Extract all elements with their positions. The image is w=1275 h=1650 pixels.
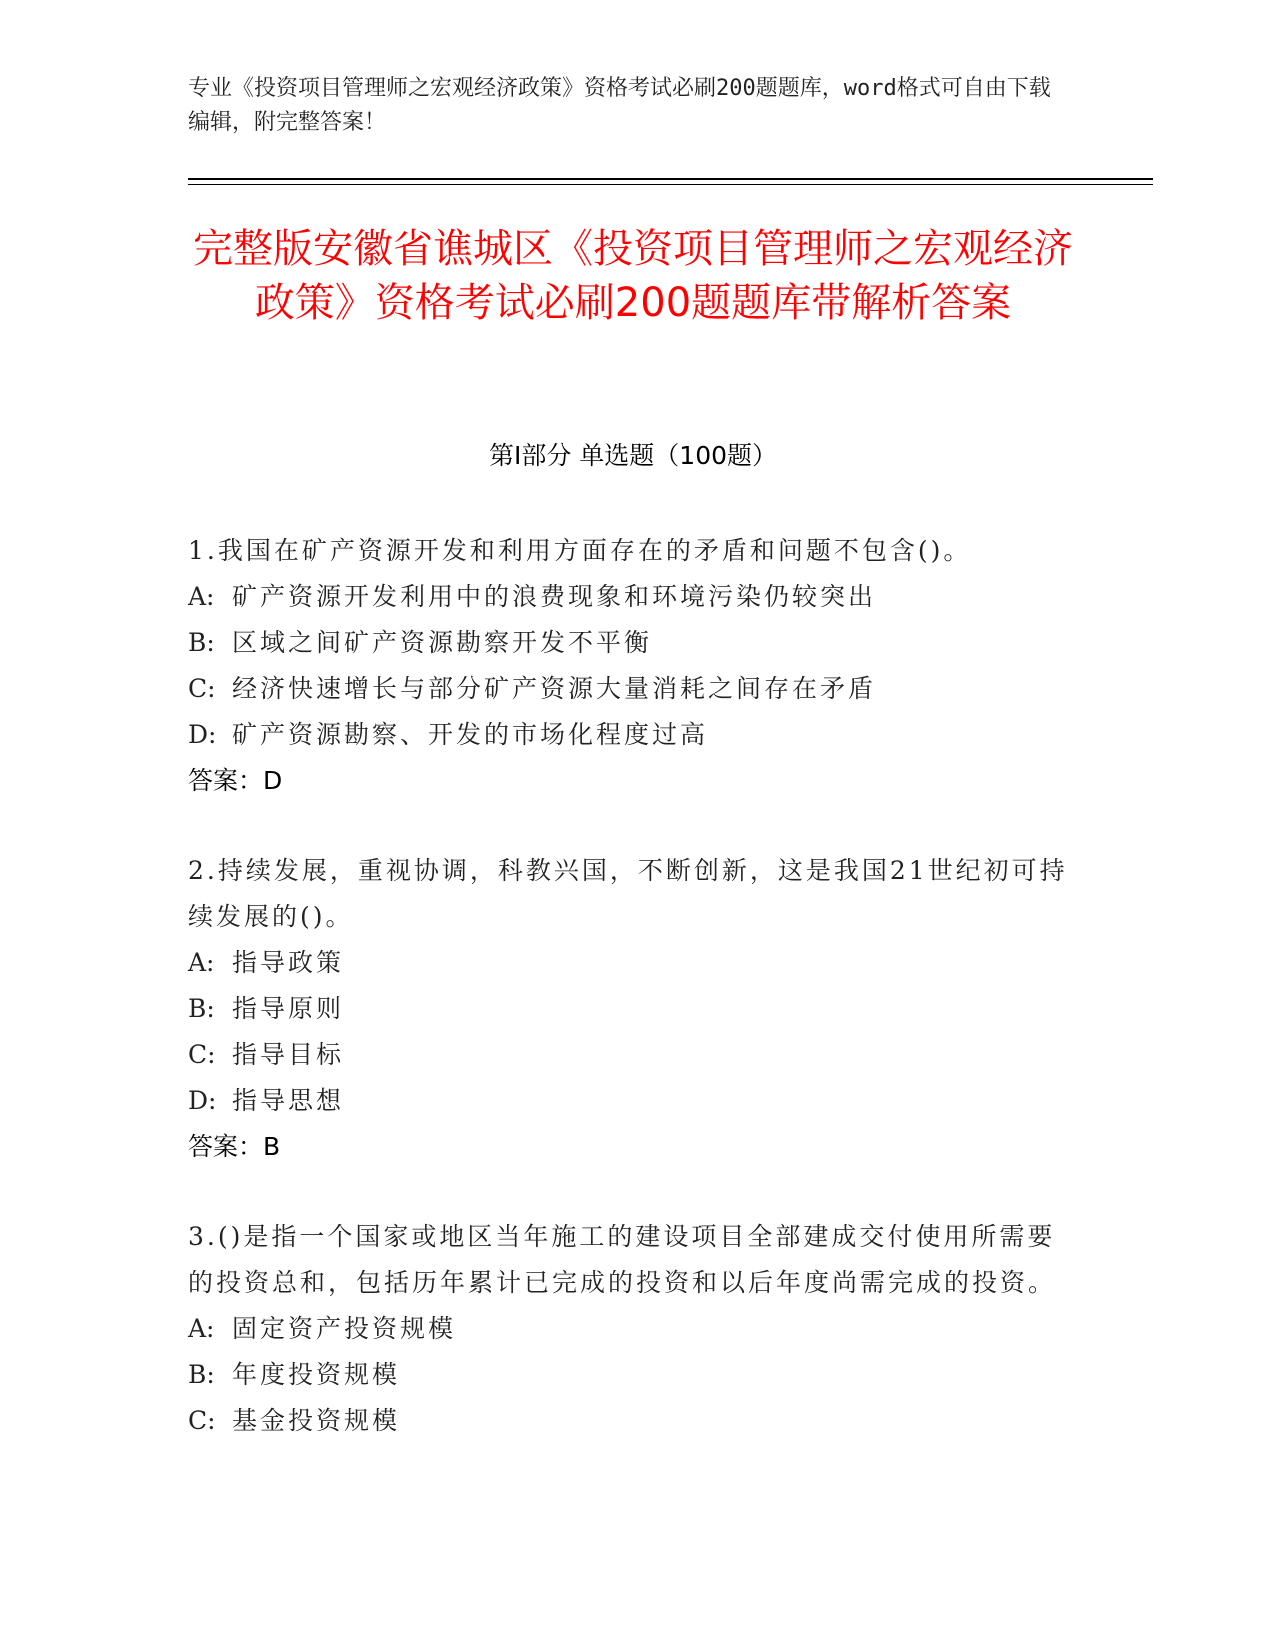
option-key: D: <box>188 720 217 749</box>
option-key: C: <box>188 674 216 703</box>
option-key: A: <box>188 1314 215 1343</box>
document-title: 完整版安徽省谯城区《投资项目管理师之宏观经济政策》资格考试必刷200题题库带解析答案 <box>193 226 1073 326</box>
option-a <box>188 1306 1078 1352</box>
option-d <box>188 1078 1078 1124</box>
option-text: 指导原则 <box>232 994 345 1023</box>
option-d <box>188 712 1078 758</box>
option-key: B: <box>188 1360 215 1389</box>
header-divider-thin <box>188 184 1153 185</box>
option-c <box>188 1398 1078 1444</box>
option-c <box>188 666 1078 712</box>
option-text: 经济快速增长与部分矿产资源大量消耗之间存在矛盾 <box>232 674 877 703</box>
option-text: 矿产资源勘察、开发的市场化程度过高 <box>232 720 709 749</box>
option-text: 年度投资规模 <box>232 1360 401 1389</box>
option-text: 矿产资源开发利用中的浪费现象和环境污染仍较突出 <box>232 582 877 611</box>
option-text: 基金投资规模 <box>232 1406 401 1435</box>
option-key: C: <box>188 1406 216 1435</box>
option-a <box>188 574 1078 620</box>
answer-label: 答案：B <box>188 1132 281 1161</box>
option-key: A: <box>188 948 215 977</box>
question-1 <box>188 528 1078 804</box>
question-3 <box>188 1214 1078 1444</box>
option-text: 指导政策 <box>232 948 345 977</box>
option-key: D: <box>188 1086 217 1115</box>
header-divider-thick <box>188 178 1153 180</box>
question-stem: 2.持续发展，重视协调，科教兴国，不断创新，这是我国21世纪初可持续发展的()。 <box>188 856 1068 931</box>
option-text: 固定资产投资规模 <box>232 1314 457 1343</box>
section-title: 第Ⅰ部分 单选题（100题） <box>488 441 778 470</box>
option-text: 指导目标 <box>232 1040 345 1069</box>
option-b <box>188 1352 1078 1398</box>
question-stem: 3.()是指一个国家或地区当年施工的建设项目全部建成交付使用所需要的投资总和，包括历年累计已完成的投资和以后年度尚需完成的投资。 <box>188 1222 1057 1297</box>
option-a <box>188 940 1078 986</box>
option-key: B: <box>188 628 215 657</box>
header-note: 专业《投资项目管理师之宏观经济政策》资格考试必刷200题题库，word格式可自由下载编辑，附完整答案！ <box>188 76 1051 135</box>
option-key: C: <box>188 1040 216 1069</box>
option-key: A: <box>188 582 215 611</box>
question-2 <box>188 848 1078 1170</box>
option-key: B: <box>188 994 215 1023</box>
answer-label: 答案：D <box>188 766 283 795</box>
option-b <box>188 620 1078 666</box>
option-c <box>188 1032 1078 1078</box>
option-text: 指导思想 <box>232 1086 345 1115</box>
option-text: 区域之间矿产资源勘察开发不平衡 <box>232 628 653 657</box>
question-stem: 1.我国在矿产资源开发和利用方面存在的矛盾和问题不包含()。 <box>188 536 972 565</box>
option-b <box>188 986 1078 1032</box>
question-list <box>188 528 1078 1488</box>
